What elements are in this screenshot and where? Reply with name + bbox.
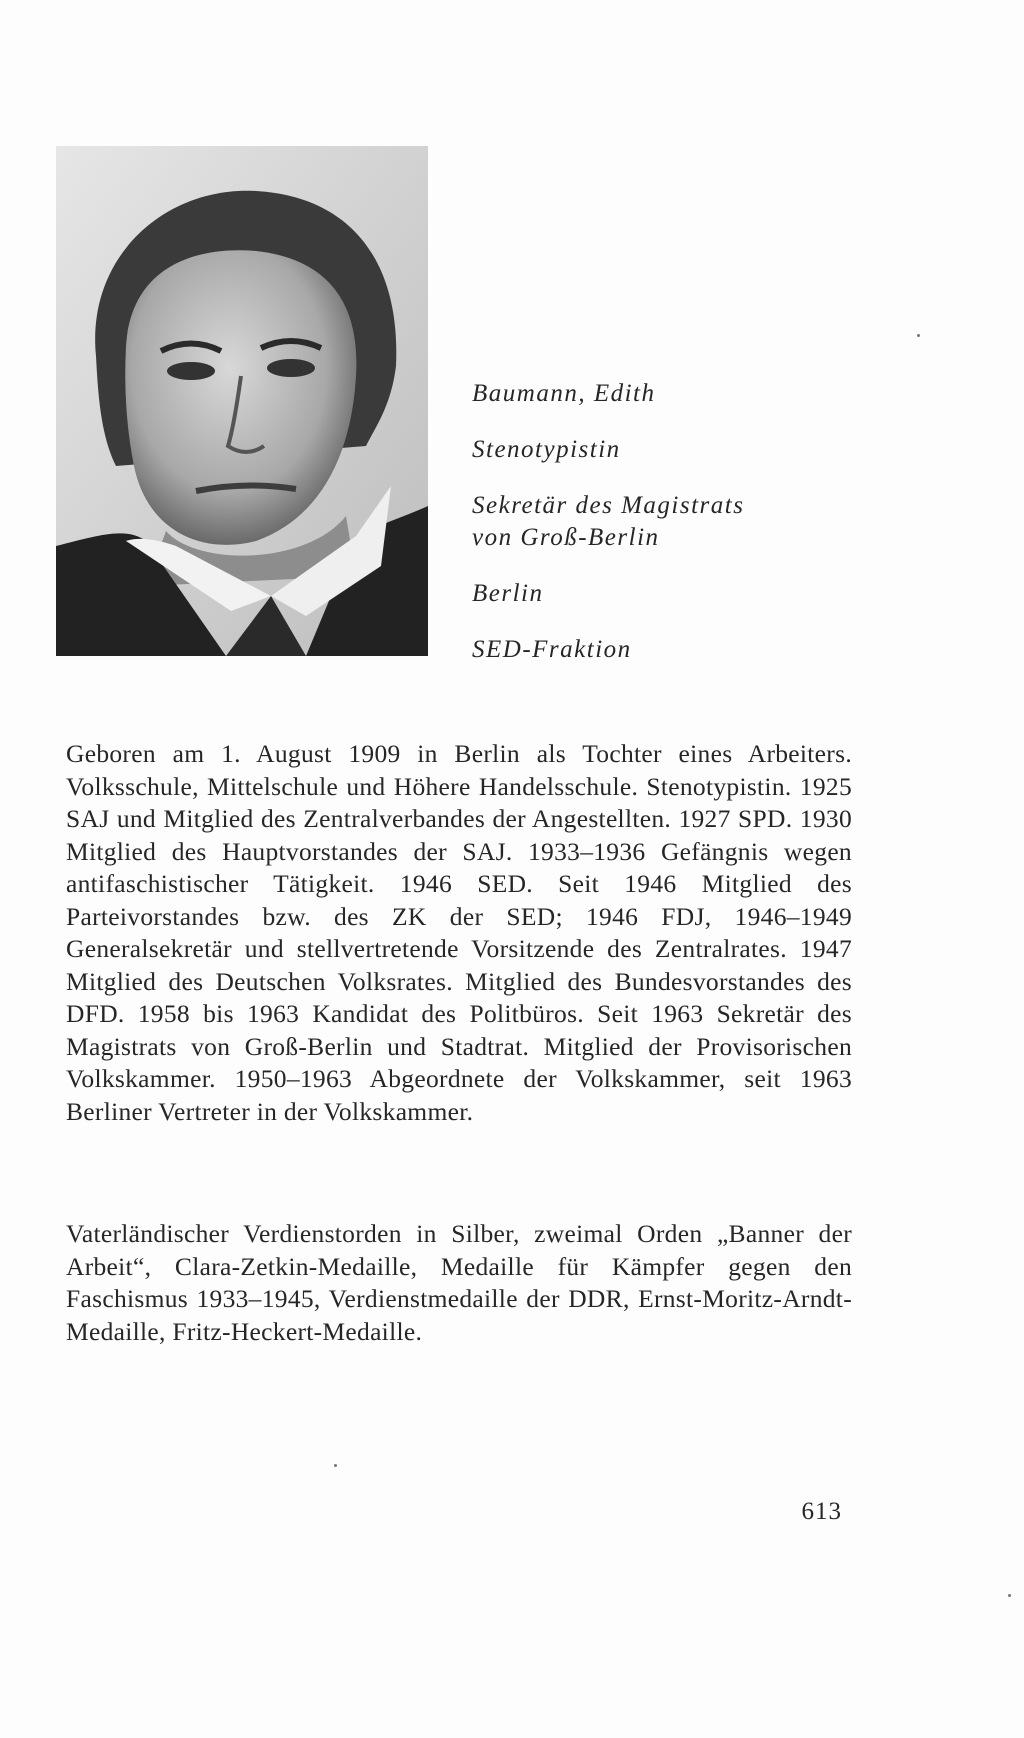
honors-paragraph: Vaterländischer Verdienstorden in Silber, zweimal Orden „Banner der Arbeit“, Clara-Zetkin-Medaille, Medaille für Kämpfer gegen den Faschismus 1933–1945, Verdienstmedaille der DDR, Ernst-Moritz-Arndt-Medaille, Fritz-Heckert-Medaille. bbox=[66, 1219, 852, 1346]
person-caption bbox=[472, 378, 892, 690]
person-office-line1: Sekretär des Magistrats bbox=[472, 492, 745, 519]
biography-paragraph: Geboren am 1. August 1909 in Berlin als Tochter eines Arbeiters. Volksschule, Mittelschule und Höhere Handelsschule. Stenotypistin. 1925 SAJ und Mitglied des Zentralverbandes der Angestellten. 1927 SPD. 1930 Mitglied des Hauptvorstandes der SAJ. 1933–1936 Gefängnis wegen antifaschistischer Tätigkeit. 1946 SED. Seit 1946 Mitglied des Parteivorstandes bzw. des ZK der SED; 1946 FDJ, 1946–1949 Generalsekretär und stellvertretende Vorsitzende des Zentralrates. 1947 Mitglied des Deutschen Volksrates. Mitglied des Bundesvorstandes des DFD. 1958 bis 1963 Kandidat des Politbüros. Seit 1963 Sekretär des Magistrats von Groß-Berlin und Stadtrat. Mitglied der Provisorischen Volkskammer. 1950–1963 Abgeordnete der Volkskammer, seit 1963 Berliner Vertreter in der Volkskammer. bbox=[66, 739, 852, 1126]
person-name: Baumann, Edith bbox=[472, 380, 656, 407]
person-office bbox=[472, 490, 892, 554]
person-office-line2: von Groß-Berlin bbox=[472, 524, 660, 551]
portrait-photo bbox=[56, 146, 428, 656]
print-speck bbox=[917, 334, 920, 337]
page-number: 613 bbox=[801, 1498, 842, 1525]
portrait-illustration bbox=[56, 146, 428, 656]
person-profession: Stenotypistin bbox=[472, 436, 621, 463]
person-faction: SED-Fraktion bbox=[472, 636, 632, 663]
person-location: Berlin bbox=[472, 580, 544, 607]
print-speck bbox=[334, 1464, 337, 1467]
print-speck bbox=[1008, 1594, 1011, 1597]
